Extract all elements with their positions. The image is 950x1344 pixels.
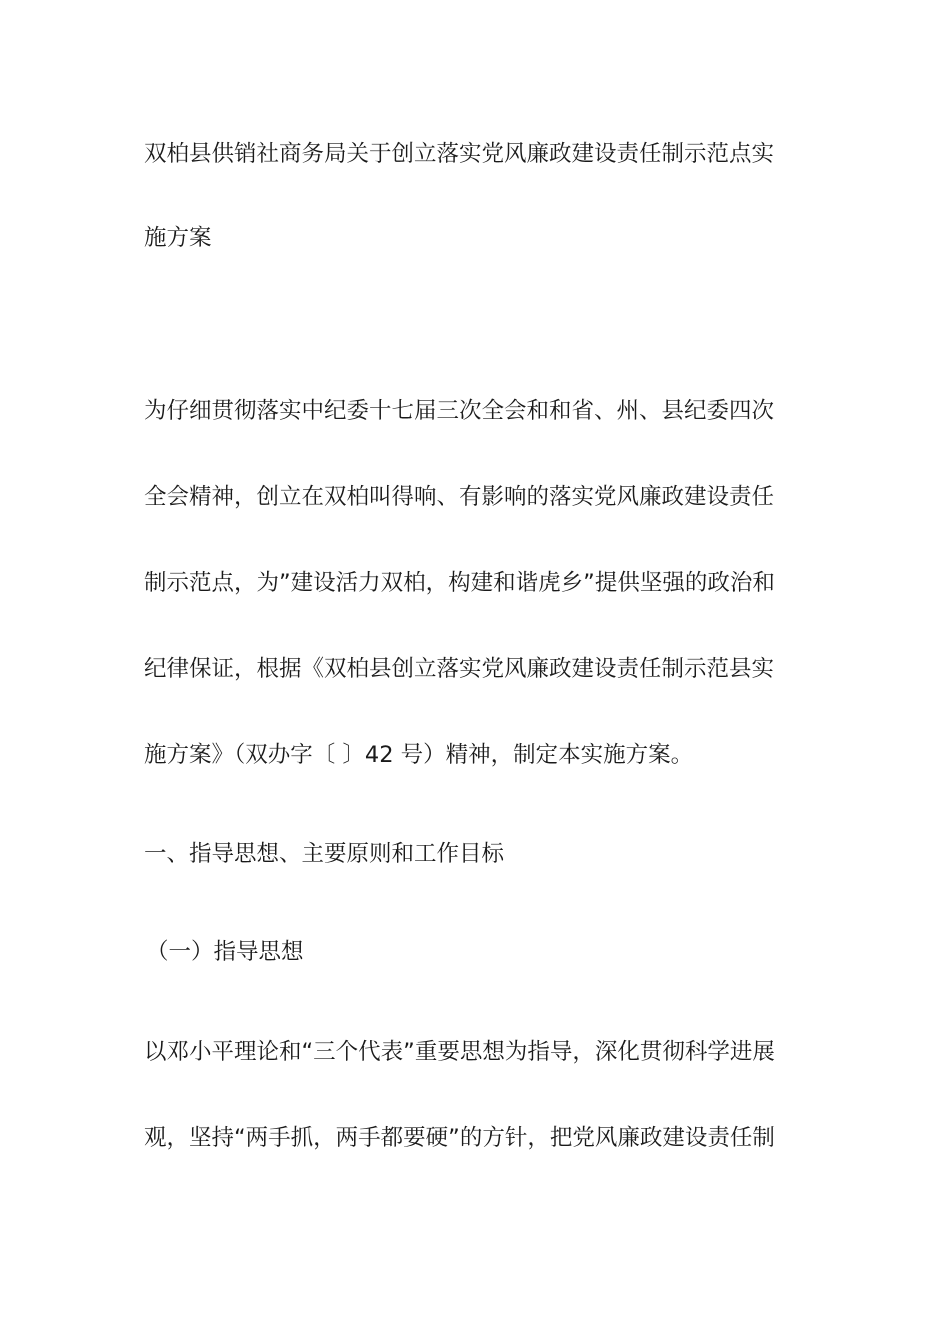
intro-paragraph-line-1: 为仔细贯彻落实中纪委十七届三次全会和和省、州、县纪委四次 (144, 398, 775, 424)
document-title-line-2: 施方案 (144, 225, 212, 251)
intro-paragraph-line-3: 制示范点，为”建设活力双柏，构建和谐虎乡”提供坚强的政治和 (144, 570, 775, 596)
document-title-line-1: 双柏县供销社商务局关于创立落实党风廉政建设责任制示范点实 (144, 141, 775, 167)
guiding-ideology-line-1: 以邓小平理论和“三个代表”重要思想为指导，深化贯彻科学进展 (144, 1039, 775, 1065)
intro-paragraph-line-5: 施方案》（双办字〔 〕42 号）精神，制定本实施方案。 (144, 742, 694, 768)
intro-paragraph-line-4: 纪律保证，根据《双柏县创立落实党风廉政建设责任制示范县实 (144, 656, 775, 682)
subsection-heading-1: （一）指导思想 (146, 939, 304, 965)
section-heading-1: 一、指导思想、主要原则和工作目标 (144, 841, 505, 867)
intro-paragraph-line-2: 全会精神，创立在双柏叫得响、有影响的落实党风廉政建设责任 (144, 484, 775, 510)
guiding-ideology-line-2: 观，坚持“两手抓，两手都要硬”的方针，把党风廉政建设责任制 (144, 1125, 775, 1151)
